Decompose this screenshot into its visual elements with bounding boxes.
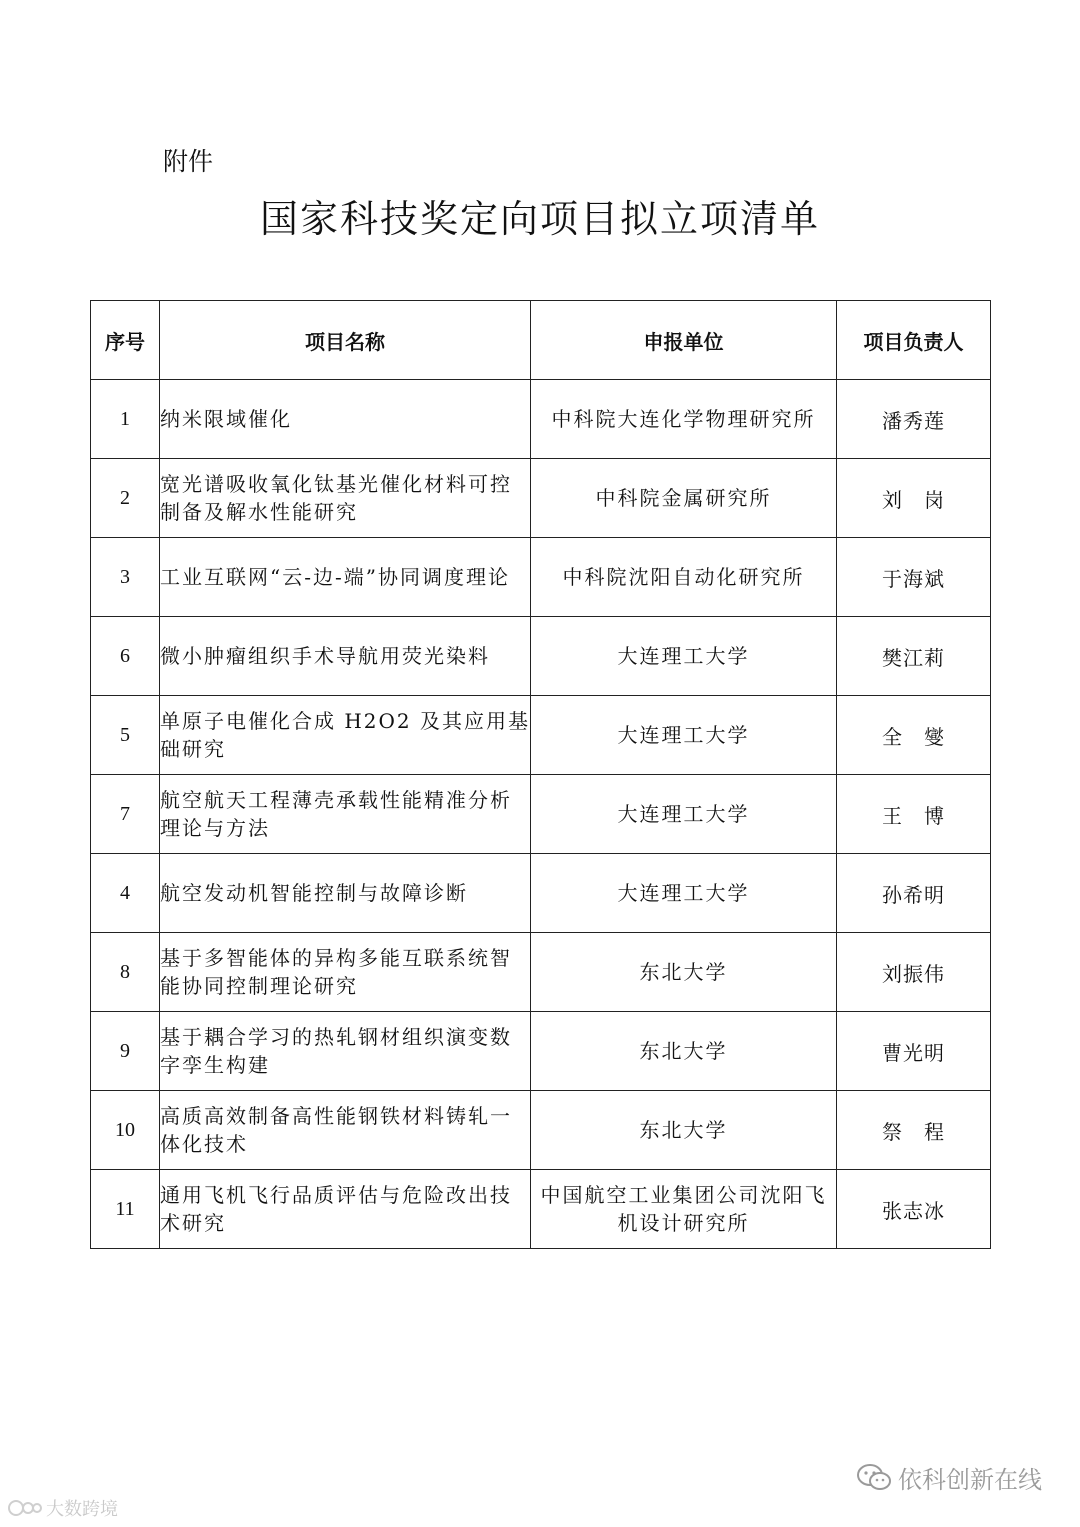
- column-header-applicant-unit: 申报单位: [531, 301, 837, 380]
- project-leader: 孙希明: [837, 854, 991, 933]
- project-leader: 刘振伟: [837, 933, 991, 1012]
- applicant-unit: 东北大学: [531, 1091, 837, 1170]
- row-number: 8: [91, 933, 160, 1012]
- project-leader: 刘 岗: [837, 459, 991, 538]
- row-number: 7: [91, 775, 160, 854]
- project-name: 基于耦合学习的热轧钢材组织演变数字孪生构建: [160, 1012, 531, 1091]
- watermark-left: [8, 1495, 118, 1521]
- applicant-unit: 东北大学: [531, 933, 837, 1012]
- table-header-row: [91, 301, 991, 380]
- applicant-unit: 大连理工大学: [531, 696, 837, 775]
- table-row: [91, 1091, 991, 1170]
- project-leader: 张志冰: [837, 1170, 991, 1249]
- table-row: [91, 1012, 991, 1091]
- applicant-unit: 大连理工大学: [531, 775, 837, 854]
- project-leader: 樊江莉: [837, 617, 991, 696]
- row-number: 3: [91, 538, 160, 617]
- applicant-unit: 中科院金属研究所: [531, 459, 837, 538]
- applicant-unit: 大连理工大学: [531, 617, 837, 696]
- project-leader: 祭 程: [837, 1091, 991, 1170]
- applicant-unit: 中国航空工业集团公司沈阳飞机设计研究所: [531, 1170, 837, 1249]
- applicant-unit: 东北大学: [531, 1012, 837, 1091]
- table-row: [91, 933, 991, 1012]
- project-name: 微小肿瘤组织手术导航用荧光染料: [160, 617, 531, 696]
- table-row: [91, 775, 991, 854]
- project-name: 通用飞机飞行品质评估与危险改出技术研究: [160, 1170, 531, 1249]
- table-row: [91, 459, 991, 538]
- row-number: 10: [91, 1091, 160, 1170]
- project-name: 工业互联网“云-边-端”协同调度理论: [160, 538, 531, 617]
- project-leader: 全 燮: [837, 696, 991, 775]
- table-row: [91, 854, 991, 933]
- applicant-unit: 中科院沈阳自动化研究所: [531, 538, 837, 617]
- row-number: 6: [91, 617, 160, 696]
- row-number: 5: [91, 696, 160, 775]
- applicant-unit: 中科院大连化学物理研究所: [531, 380, 837, 459]
- table-row: [91, 617, 991, 696]
- applicant-unit: 大连理工大学: [531, 854, 837, 933]
- row-number: 11: [91, 1170, 160, 1249]
- project-leader: 于海斌: [837, 538, 991, 617]
- project-name: 基于多智能体的异构多能互联系统智能协同控制理论研究: [160, 933, 531, 1012]
- watermark-right-text: 依科创新在线: [898, 1466, 1042, 1494]
- table-row: [91, 696, 991, 775]
- watermark-left-text: 大数跨境: [46, 1499, 118, 1520]
- attachment-label: 附件: [163, 147, 214, 176]
- project-name: 高质高效制备高性能钢铁材料铸轧一体化技术: [160, 1091, 531, 1170]
- project-name: 航空航天工程薄壳承载性能精准分析理论与方法: [160, 775, 531, 854]
- watermark-logo-icon: [8, 1498, 42, 1518]
- wechat-icon: [856, 1463, 892, 1493]
- project-leader: 曹光明: [837, 1012, 991, 1091]
- row-number: 1: [91, 380, 160, 459]
- project-name: 单原子电催化合成 H2O2 及其应用基础研究: [160, 696, 531, 775]
- table-row: [91, 538, 991, 617]
- project-table: [90, 300, 991, 1249]
- row-number: 2: [91, 459, 160, 538]
- project-name: 宽光谱吸收氧化钛基光催化材料可控制备及解水性能研究: [160, 459, 531, 538]
- project-name: 纳米限域催化: [160, 380, 531, 459]
- project-leader: 潘秀莲: [837, 380, 991, 459]
- watermark-right: [856, 1460, 1042, 1495]
- row-number: 4: [91, 854, 160, 933]
- column-header-project-name: 项目名称: [160, 301, 531, 380]
- table-row: [91, 380, 991, 459]
- document-title: 国家科技奖定向项目拟立项清单: [259, 197, 820, 241]
- column-header-number: 序号: [91, 301, 160, 380]
- row-number: 9: [91, 1012, 160, 1091]
- project-leader: 王 博: [837, 775, 991, 854]
- column-header-project-leader: 项目负责人: [837, 301, 991, 380]
- table-row: [91, 1170, 991, 1249]
- project-name: 航空发动机智能控制与故障诊断: [160, 854, 531, 933]
